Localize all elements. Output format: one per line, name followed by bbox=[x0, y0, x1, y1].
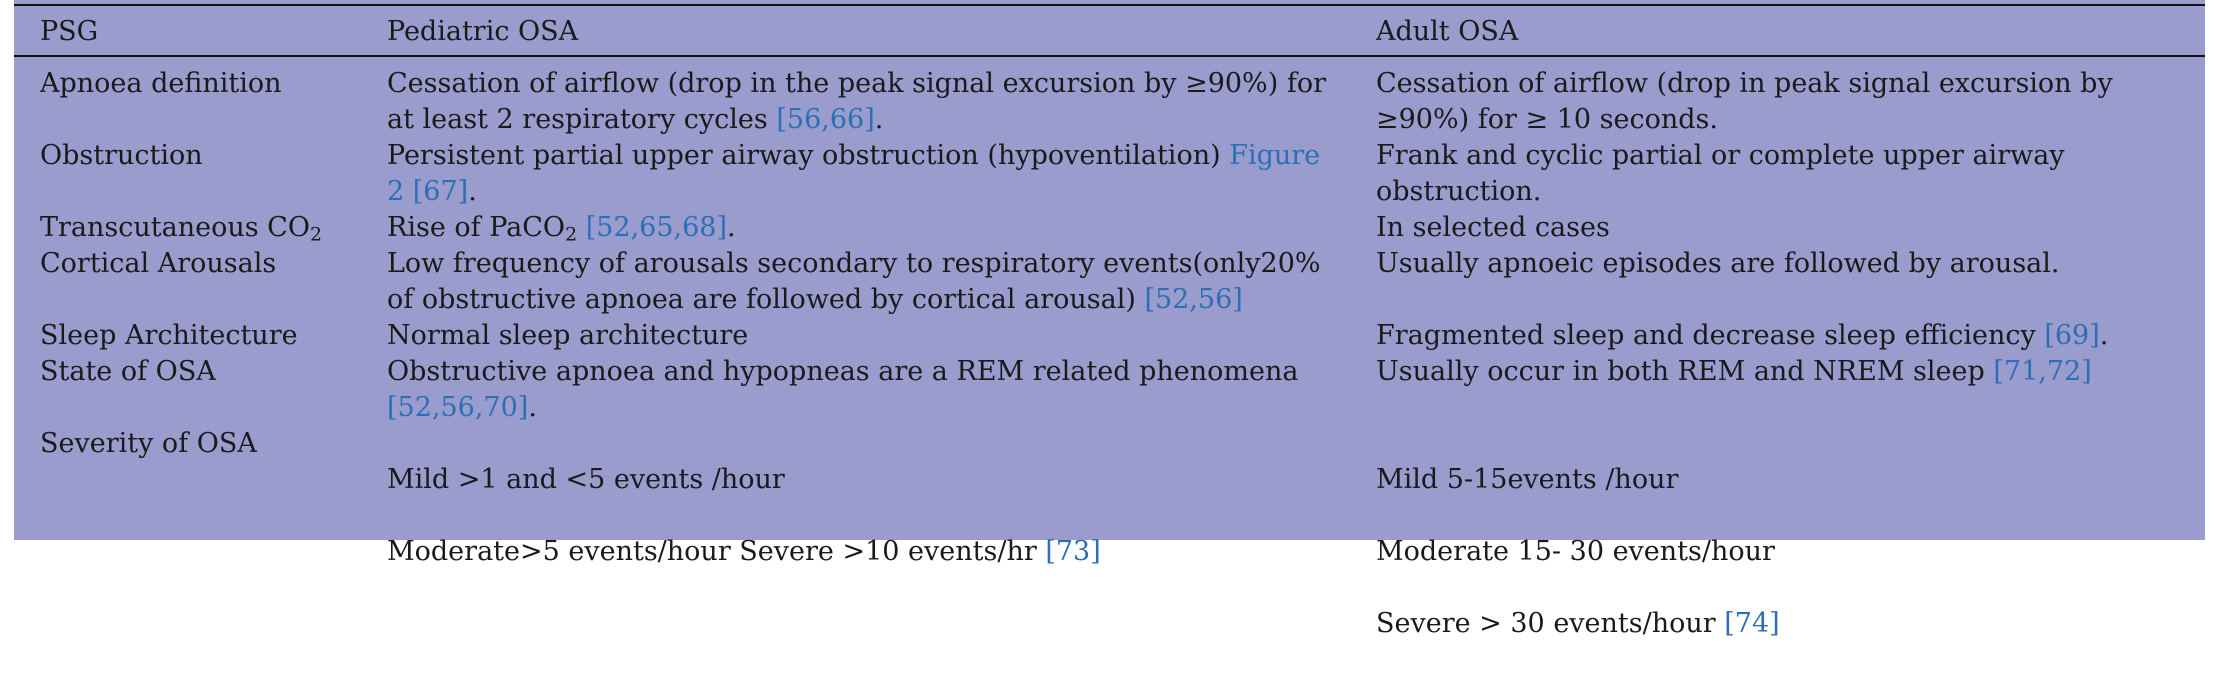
table-header bbox=[14, 12, 2205, 52]
top-rule bbox=[14, 4, 2205, 6]
adult-cell: Frank and cyclic partial or complete upper airway obstruction. bbox=[1376, 140, 2065, 207]
citation-link[interactable]: [56,66] bbox=[776, 104, 875, 135]
row-label: Obstruction bbox=[40, 140, 203, 171]
adult-cell: Usually occur in both REM and NREM sleep [71,72] bbox=[1376, 356, 2092, 387]
pediatric-cell: Normal sleep architecture bbox=[387, 320, 749, 351]
pediatric-cell: Mild >1 and <5 events /hour Moderate>5 events/hour Severe >10 events/hr [73] bbox=[387, 464, 1101, 567]
row-label: Apnoea definition bbox=[40, 68, 282, 99]
header-psg: PSG bbox=[40, 16, 99, 47]
header-adult-osa: Adult OSA bbox=[1376, 16, 1519, 47]
citation-link[interactable]: [74] bbox=[1724, 608, 1780, 639]
adult-cell: Cessation of airflow (drop in peak signal excursion by ≥90%) for ≥ 10 seconds. bbox=[1376, 68, 2113, 135]
header-rule bbox=[14, 55, 2205, 57]
citation-link[interactable]: [52,65,68] bbox=[585, 212, 727, 243]
row-label: Cortical Arousals bbox=[40, 248, 277, 279]
row-label: Transcutaneous $CO_2$ bbox=[40, 212, 322, 246]
header-pediatric-osa: Pediatric OSA bbox=[387, 16, 579, 47]
comparison-table bbox=[14, 0, 2205, 639]
adult-cell: Fragmented sleep and decrease sleep efficiency [69]. bbox=[1376, 320, 2109, 351]
row-label: State of OSA bbox=[40, 356, 216, 387]
adult-cell: Mild 5-15events /hour Moderate 15- 30 events/hour Severe > 30 events/hour [74] bbox=[1376, 464, 1780, 639]
pediatric-cell: Rise of PaCO$_2$ [52,65,68]. bbox=[387, 212, 736, 246]
citation-link[interactable]: Figure 2 [67] bbox=[387, 140, 1321, 207]
adult-cell: Usually apnoeic episodes are followed by arousal. bbox=[1376, 248, 2060, 279]
pediatric-cell: Cessation of airflow (drop in the peak signal excursion by ≥90%) for at least 2 respiratory cycles [56,66]. bbox=[387, 68, 1326, 135]
citation-link[interactable]: [71,72] bbox=[1993, 356, 2092, 387]
citation-link[interactable]: [52,56] bbox=[1144, 284, 1243, 315]
pediatric-cell: Persistent partial upper airway obstruction (hypoventilation) Figure 2 [67]. bbox=[387, 140, 1321, 207]
pediatric-cell: Low frequency of arousals secondary to respiratory events(only20% of obstructive apnoea are followed by cortical arousal) [52,56] bbox=[387, 248, 1321, 315]
row-label: Sleep Architecture bbox=[40, 320, 298, 351]
citation-link[interactable]: [52,56,70] bbox=[387, 392, 529, 423]
citation-link[interactable]: [73] bbox=[1045, 536, 1101, 567]
citation-link[interactable]: [69] bbox=[2044, 320, 2100, 351]
adult-cell: In selected cases bbox=[1376, 212, 1610, 243]
row-label: Severity of OSA bbox=[40, 428, 257, 459]
pediatric-cell: Obstructive apnoea and hypopneas are a REM related phenomena [52,56,70]. bbox=[387, 356, 1299, 423]
